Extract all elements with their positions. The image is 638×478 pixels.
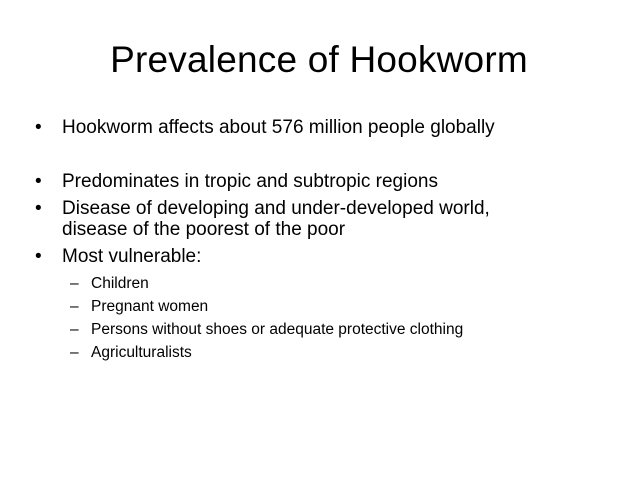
dash-icon: –	[70, 321, 79, 338]
bullet-text-line-1: Disease of developing and under-developed world,	[62, 198, 490, 219]
bullet-icon: •	[35, 171, 42, 192]
bullet-text: Hookworm affects about 576 million people globally	[62, 117, 495, 138]
bullet-icon: •	[35, 198, 42, 219]
slide-title: Prevalence of Hookworm	[110, 39, 528, 80]
dash-icon: –	[70, 344, 79, 361]
bullet-text-line-2: disease of the poorest of the poor	[62, 219, 346, 240]
bullet-icon: •	[35, 117, 42, 138]
sub-bullet-text: Children	[91, 275, 149, 292]
bullet-text: Most vulnerable:	[62, 246, 202, 267]
sub-bullet-text: Agriculturalists	[91, 344, 192, 361]
bullet-icon: •	[35, 246, 42, 267]
bullet-text: Predominates in tropic and subtropic regions	[62, 171, 438, 192]
sub-bullet-text: Persons without shoes or adequate protective clothing	[91, 321, 464, 338]
sub-bullet-text: Pregnant women	[91, 298, 209, 315]
dash-icon: –	[70, 275, 79, 292]
dash-icon: –	[70, 298, 79, 315]
